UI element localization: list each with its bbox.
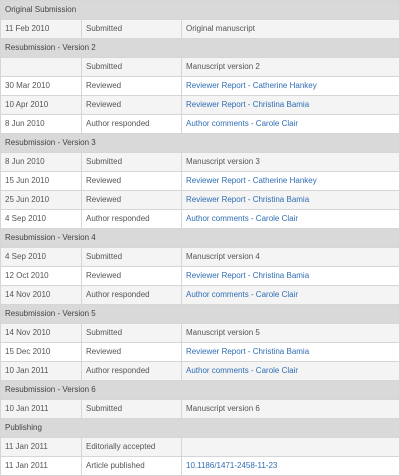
- detail-cell: [182, 210, 400, 229]
- history-row: [1, 400, 400, 419]
- history-row: [1, 457, 400, 476]
- event-cell: Editorially accepted: [82, 438, 182, 457]
- event-cell: Article published: [82, 457, 182, 476]
- date-cell: 4 Sep 2010: [1, 248, 82, 267]
- event-cell: Reviewed: [82, 191, 182, 210]
- section-header-row: [1, 381, 400, 400]
- document-link[interactable]: Author comments - Carole Clair: [186, 366, 299, 375]
- event-cell: Reviewed: [82, 172, 182, 191]
- event-cell: Submitted: [82, 400, 182, 419]
- event-cell: Submitted: [82, 58, 182, 77]
- detail-cell: [182, 153, 400, 172]
- section-header-row: [1, 305, 400, 324]
- document-link[interactable]: Author comments - Carole Clair: [186, 214, 299, 223]
- history-row: [1, 362, 400, 381]
- detail-cell: [182, 267, 400, 286]
- detail-cell: [182, 457, 400, 476]
- event-cell: Submitted: [82, 248, 182, 267]
- event-cell: Author responded: [82, 286, 182, 305]
- detail-text: Manuscript version 2: [186, 62, 260, 71]
- detail-cell: [182, 324, 400, 343]
- date-cell: 10 Apr 2010: [1, 96, 82, 115]
- document-link[interactable]: Reviewer Report - Christina Bamia: [186, 100, 310, 109]
- date-cell: 30 Mar 2010: [1, 77, 82, 96]
- history-row: [1, 96, 400, 115]
- detail-cell: [182, 58, 400, 77]
- date-cell: 4 Sep 2010: [1, 210, 82, 229]
- event-cell: Reviewed: [82, 96, 182, 115]
- history-row: [1, 115, 400, 134]
- detail-cell: [182, 96, 400, 115]
- history-row: [1, 77, 400, 96]
- document-link[interactable]: Reviewer Report - Christina Bamia: [186, 271, 310, 280]
- history-row: [1, 324, 400, 343]
- doi-link[interactable]: 10.1186/1471-2458-11-23: [186, 461, 278, 470]
- document-link[interactable]: Reviewer Report - Christina Bamia: [186, 195, 310, 204]
- detail-cell: [182, 248, 400, 267]
- history-row: [1, 58, 400, 77]
- date-cell: 12 Oct 2010: [1, 267, 82, 286]
- section-title: Resubmission - Version 4: [1, 229, 400, 248]
- detail-text: Manuscript version 5: [186, 328, 260, 337]
- section-title: Resubmission - Version 6: [1, 381, 400, 400]
- detail-cell: [182, 286, 400, 305]
- section-title: Resubmission - Version 2: [1, 39, 400, 58]
- document-link[interactable]: Reviewer Report - Christina Bamia: [186, 347, 310, 356]
- date-cell: 25 Jun 2010: [1, 191, 82, 210]
- section-title: Original Submission: [1, 1, 400, 20]
- history-row: [1, 191, 400, 210]
- date-cell: 14 Nov 2010: [1, 324, 82, 343]
- history-row: [1, 172, 400, 191]
- detail-text: Manuscript version 3: [186, 157, 260, 166]
- section-header-row: [1, 39, 400, 58]
- event-cell: Reviewed: [82, 77, 182, 96]
- history-row: [1, 438, 400, 457]
- history-row: [1, 153, 400, 172]
- detail-cell: [182, 362, 400, 381]
- detail-text: Original manuscript: [186, 24, 255, 33]
- history-row: [1, 286, 400, 305]
- document-link[interactable]: Reviewer Report - Catherine Hankey: [186, 176, 317, 185]
- section-header-row: [1, 1, 400, 20]
- event-cell: Author responded: [82, 115, 182, 134]
- date-cell: [1, 58, 82, 77]
- date-cell: 15 Dec 2010: [1, 343, 82, 362]
- date-cell: 8 Jun 2010: [1, 115, 82, 134]
- document-link[interactable]: Author comments - Carole Clair: [186, 119, 299, 128]
- date-cell: 11 Feb 2010: [1, 20, 82, 39]
- detail-cell: [182, 172, 400, 191]
- document-link[interactable]: Reviewer Report - Catherine Hankey: [186, 81, 317, 90]
- event-cell: Reviewed: [82, 267, 182, 286]
- history-row: [1, 20, 400, 39]
- date-cell: 8 Jun 2010: [1, 153, 82, 172]
- detail-cell: [182, 343, 400, 362]
- section-header-row: [1, 419, 400, 438]
- event-cell: Submitted: [82, 324, 182, 343]
- detail-cell: [182, 191, 400, 210]
- date-cell: 11 Jan 2011: [1, 438, 82, 457]
- section-title: Publishing: [1, 419, 400, 438]
- date-cell: 11 Jan 2011: [1, 457, 82, 476]
- section-header-row: [1, 134, 400, 153]
- detail-cell: [182, 400, 400, 419]
- detail-text: Manuscript version 6: [186, 404, 260, 413]
- section-title: Resubmission - Version 3: [1, 134, 400, 153]
- history-table-body: [1, 1, 400, 476]
- detail-text: Manuscript version 4: [186, 252, 260, 261]
- section-title: Resubmission - Version 5: [1, 305, 400, 324]
- history-row: [1, 248, 400, 267]
- date-cell: 10 Jan 2011: [1, 400, 82, 419]
- detail-cell: [182, 115, 400, 134]
- detail-cell: [182, 20, 400, 39]
- document-link[interactable]: Author comments - Carole Clair: [186, 290, 299, 299]
- date-cell: 15 Jun 2010: [1, 172, 82, 191]
- event-cell: Submitted: [82, 153, 182, 172]
- detail-cell: [182, 438, 400, 457]
- event-cell: Reviewed: [82, 343, 182, 362]
- event-cell: Submitted: [82, 20, 182, 39]
- history-row: [1, 267, 400, 286]
- event-cell: Author responded: [82, 362, 182, 381]
- history-row: [1, 210, 400, 229]
- event-cell: Author responded: [82, 210, 182, 229]
- date-cell: 10 Jan 2011: [1, 362, 82, 381]
- section-header-row: [1, 229, 400, 248]
- detail-cell: [182, 77, 400, 96]
- history-row: [1, 343, 400, 362]
- date-cell: 14 Nov 2010: [1, 286, 82, 305]
